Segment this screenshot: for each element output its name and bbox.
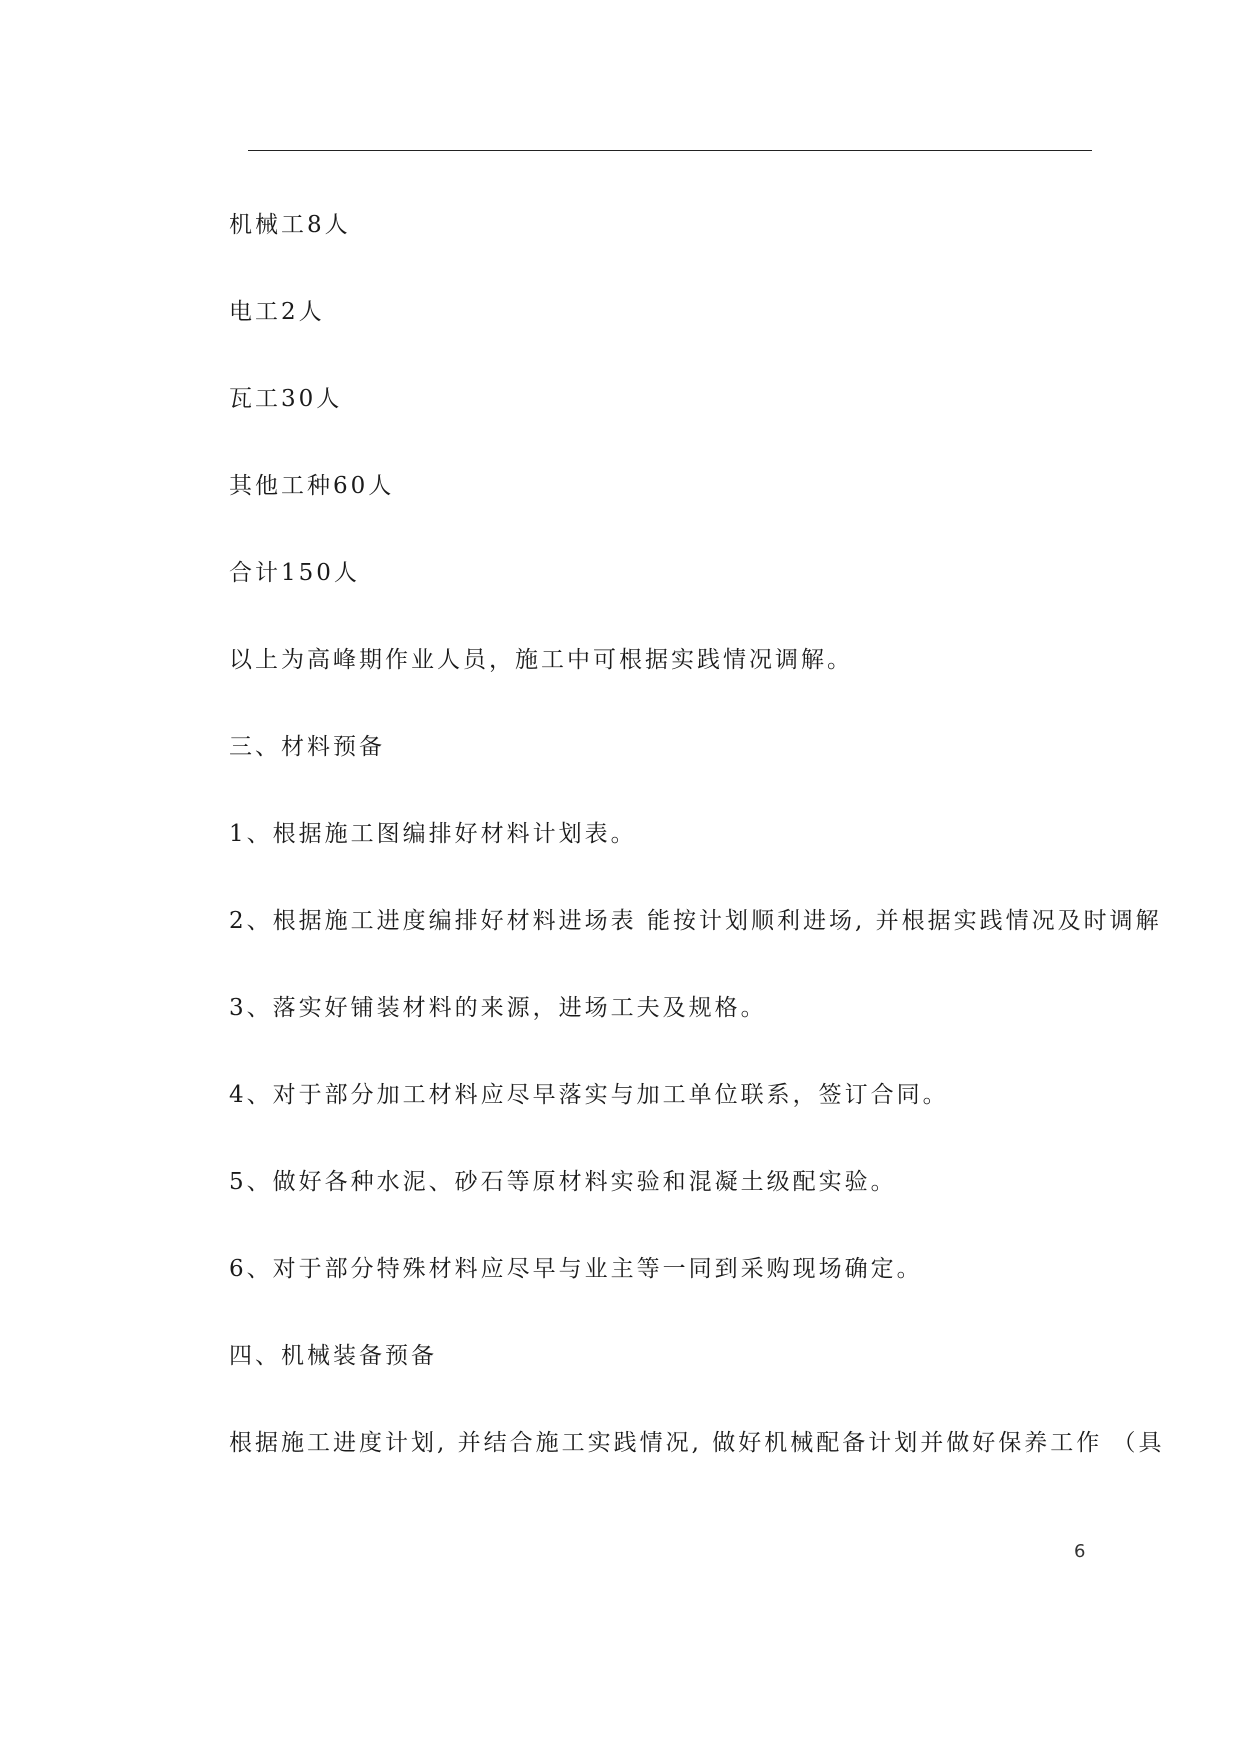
- list-item-materials-6: 6、对于部分特殊材料应尽早与业主等一同到采购现场确定。: [229, 1256, 923, 1282]
- list-item-materials-5: 5、做好各种水泥、砂石等原材料实验和混凝土级配实验。: [229, 1169, 897, 1195]
- list-item-materials-3: 3、落实好铺装材料的来源，进场工夫及规格。: [229, 995, 767, 1021]
- page-number: 6: [1074, 1541, 1086, 1562]
- list-item-materials-4: 4、对于部分加工材料应尽早落实与加工单位联系，签订合同。: [229, 1082, 949, 1108]
- text-line-electrician-count: 电工2人: [229, 299, 325, 325]
- list-item-materials-2: 2、根据施工进度编排好材料进场表 能按计划顺利进场, 并根据实践情况及时调解: [229, 908, 1162, 934]
- text-line-other-workers-count: 其他工种60人: [229, 473, 395, 499]
- list-item-materials-1: 1、根据施工图编排好材料计划表。: [229, 821, 637, 847]
- text-line-bricklayer-count: 瓦工30人: [229, 386, 343, 412]
- text-line-machinery-plan: 根据施工进度计划, 并结合施工实践情况, 做好机械配备计划并做好保养工作 （具: [229, 1430, 1165, 1456]
- section-heading-machinery: 四、机械装备预备: [229, 1343, 437, 1369]
- header-rule: [248, 150, 1092, 151]
- text-line-total-count: 合计150人: [229, 560, 360, 586]
- text-line-mechanic-count: 机械工8人: [229, 212, 351, 238]
- section-heading-materials: 三、材料预备: [229, 734, 385, 760]
- text-line-peak-note: 以上为高峰期作业人员，施工中可根据实践情况调解。: [229, 647, 853, 673]
